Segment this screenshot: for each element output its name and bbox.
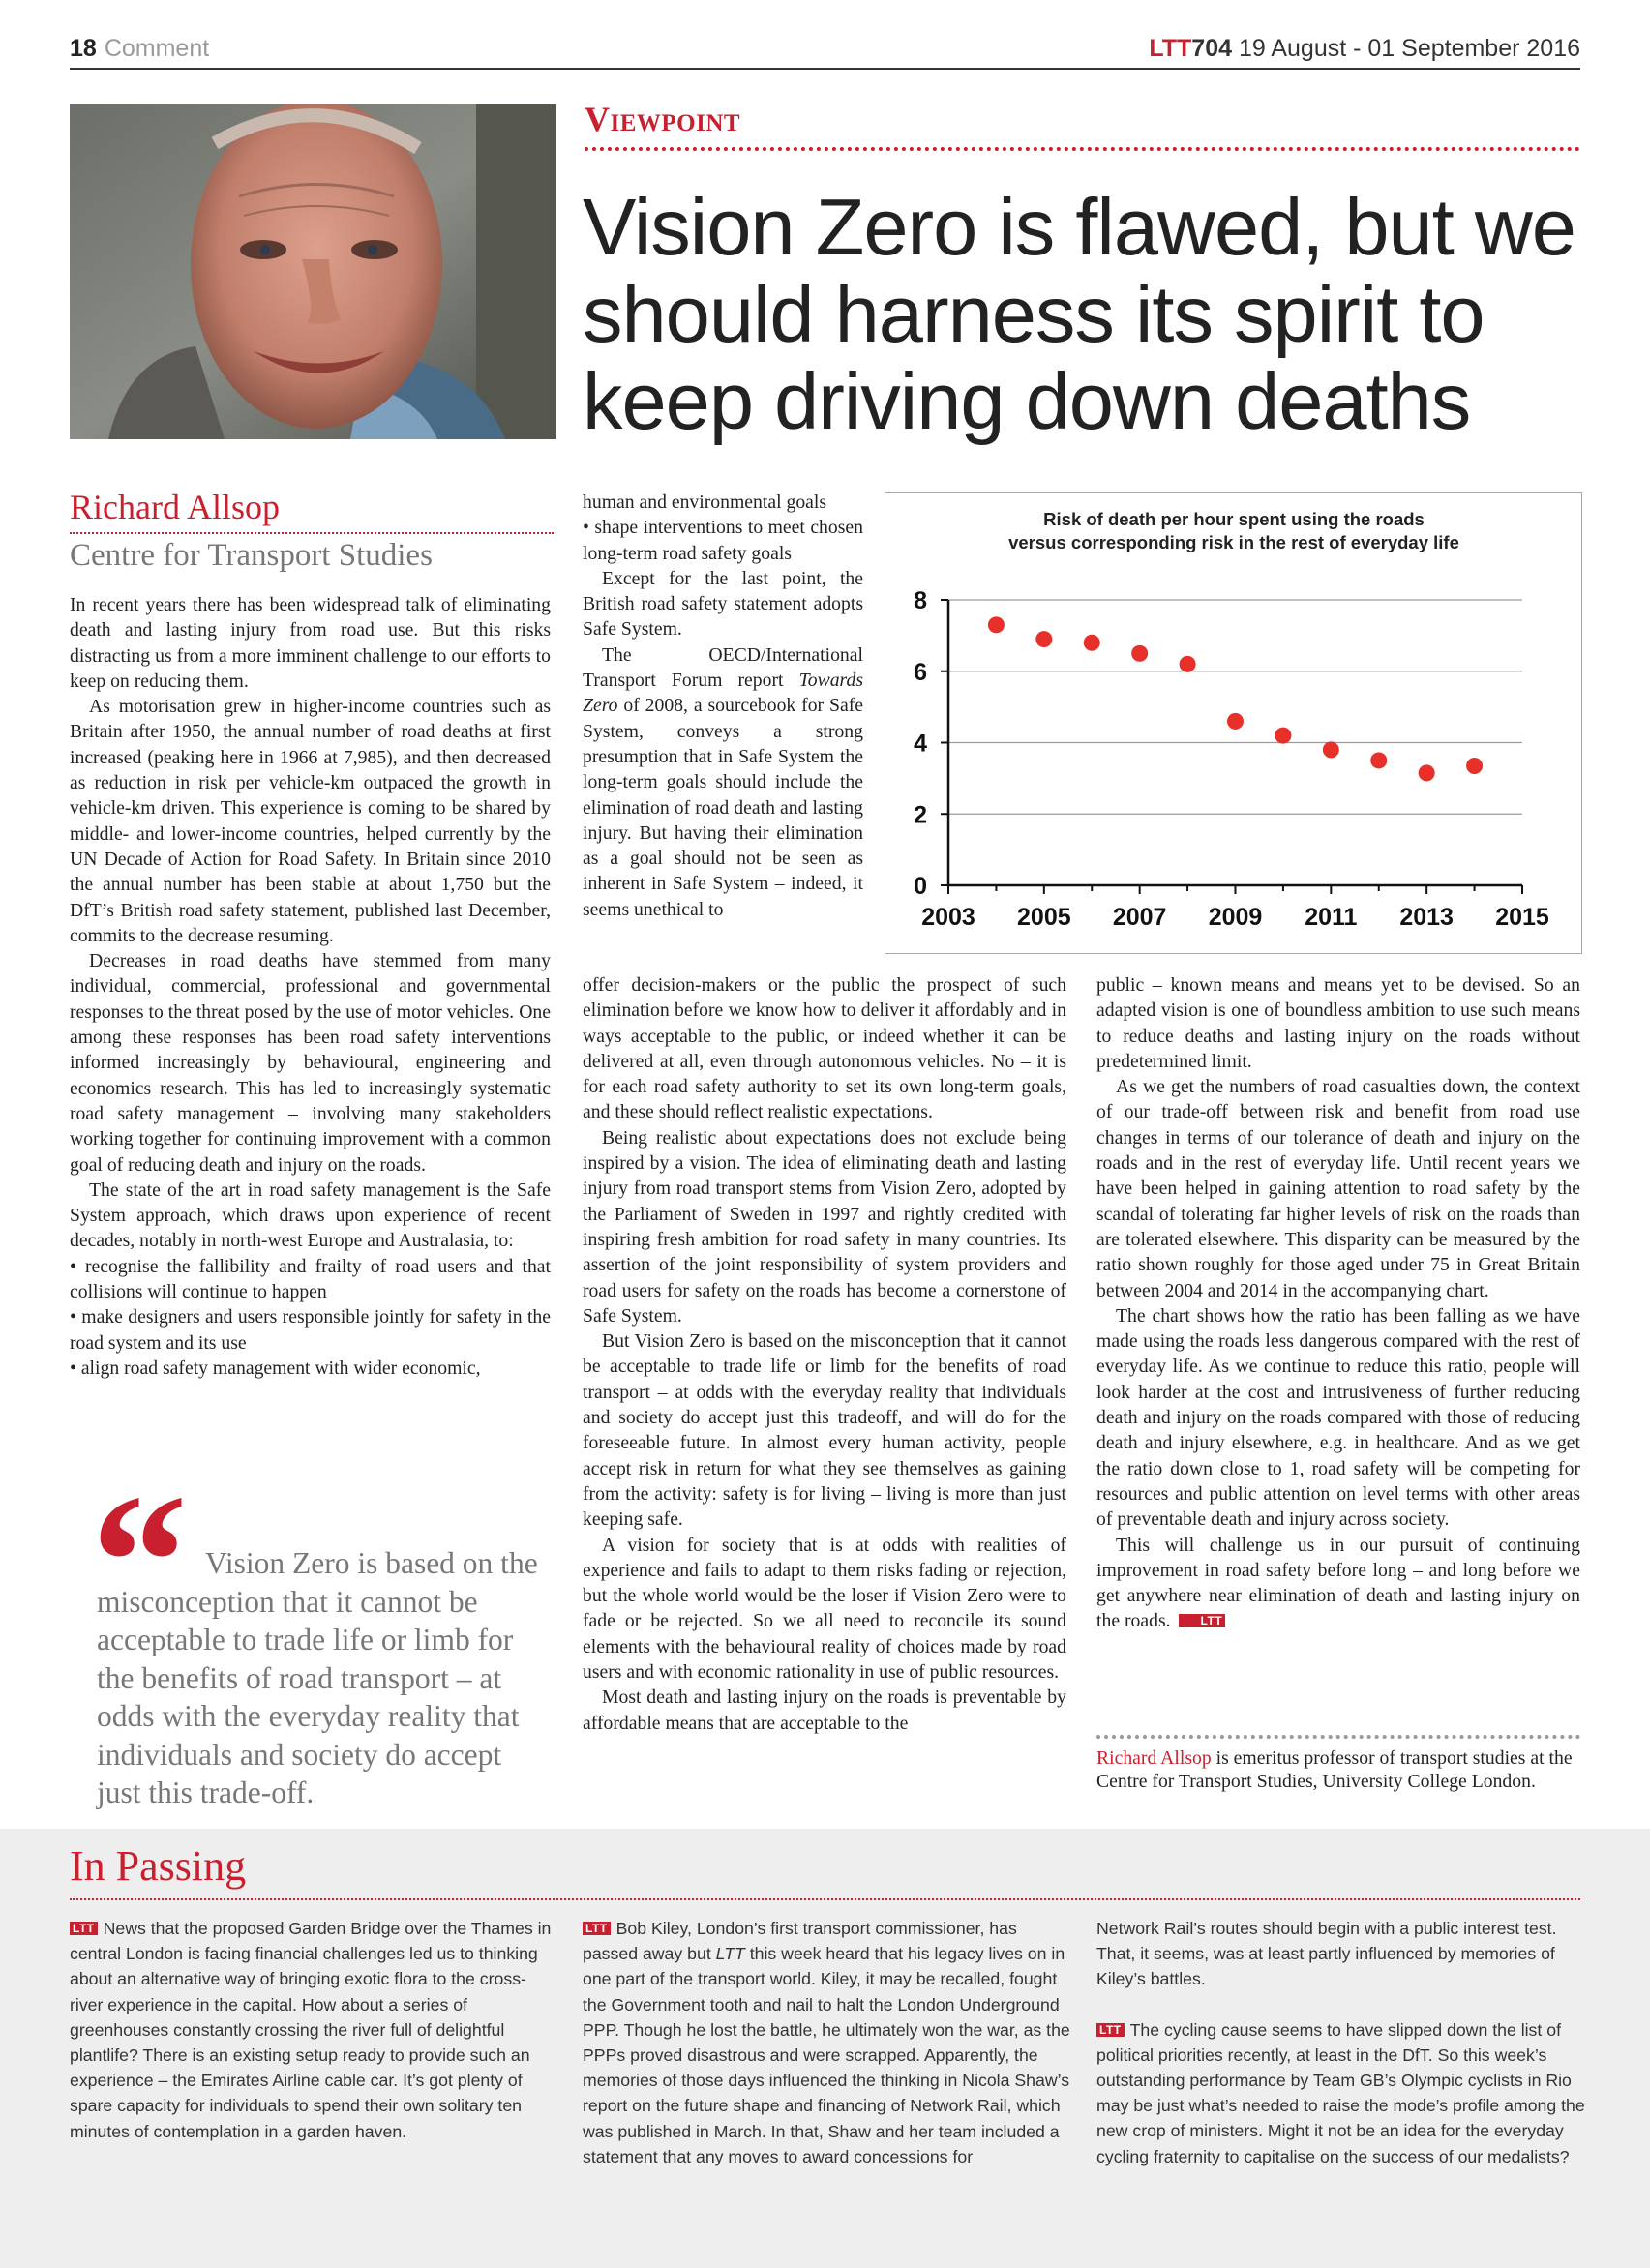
page-header-left	[70, 35, 209, 63]
body-paragraph: public – known means and means yet to be devised. So an adapted vision is one of boundless ambition to use such means to reduce deaths and lasting injury on the roads without predetermined limit.	[1096, 974, 1580, 1072]
bio-name: Richard Allsop	[1096, 1747, 1212, 1769]
in-passing-item-continued: Network Rail’s routes should begin with a public interest test. That, it seems, was at least partly influenced by memories of Kiley’s battles.	[1096, 1919, 1557, 1989]
data-point	[1370, 752, 1387, 768]
article-column-1	[70, 592, 551, 1381]
data-point	[1466, 758, 1483, 774]
x-tick-label: 2005	[1017, 904, 1071, 931]
quote-mark-icon: “	[91, 1455, 188, 1669]
item-text-italic: LTT	[715, 1944, 745, 1964]
article-column-3	[1096, 972, 1580, 1634]
body-paragraph: Being realistic about expectations does not exclude being inspired by a vision. The idea of eliminating death and lasting injury from road transport stems from Vision Zero, adopted by the Parliament of Sweden in 1997 and rightly credited with inspiring fresh ambition for road safety in many countries. Its assertion of the joint responsibility of system providers and road users for safety on the roads has become a cornerstone of Safe System.	[583, 1126, 1066, 1327]
in-passing-column-1	[70, 1916, 558, 2144]
data-point	[1227, 713, 1244, 730]
ltt-logo-icon: LTT	[583, 1922, 611, 1935]
item-spacer	[1096, 1992, 1585, 2017]
item-text: News that the proposed Garden Bridge over the Thames in central London is facing financial challenges led us to thinking about an alternative way of bringing exotic flora to the cross-river experience in the capital. How about a series of greenhouses constantly crossing the river full of delightful plantlife? There is an existing setup ready to provide such an experience – the Emirates Airline cable car. It’s got plenty of spare capacity for individuals to spend their own solitary ten minutes of contemplation in a garden haven.	[70, 1919, 552, 2141]
data-point	[1419, 764, 1435, 781]
issue-number: 704	[1191, 35, 1233, 62]
y-tick-label: 0	[914, 873, 927, 900]
y-tick-label: 2	[914, 801, 927, 829]
bio-dotted-rule	[1096, 1735, 1580, 1739]
in-passing-column-3	[1096, 1916, 1585, 2169]
body-paragraph: As motorisation grew in higher-income countries such as Britain after 1950, the annual number of road deaths at first increased (peaking here in 1966 at 7,985), and then decreased as reduction in risk per vehicle-km outpaced the growth in vehicle-km driven. This experience is coming to be shared by middle- and lower-income countries, helped currently by the UN Decade of Action for Road Safety. In Britain since 2010 the annual number has been stable at about 1,750 but the DfT’s British road safety statement, published last December, commits to the decrease resuming.	[70, 696, 551, 946]
risk-ratio-chart	[885, 492, 1582, 954]
data-point	[1084, 635, 1100, 651]
body-text: This will challenge us in our pursuit of continuing improvement in road safety before long – and long before we get anywhere near elimination of death and lasting injury on the roads.	[1096, 1534, 1580, 1632]
body-paragraph: The chart shows how the ratio has been falling as we have made using the roads less dangerous compared with the rest of everyday life. As we continue to reduce this ratio, people will look harder at the cost and intrusiveness of further reducing death and injury on the roads compared with those of reducing death and injury elsewhere, e.g. in healthcare. And as we get the ratio down close to 1, road safety will be competing for resources and public attention on level terms with other areas of preventable death and injury across society.	[1096, 1304, 1580, 1531]
y-tick-label: 4	[914, 730, 927, 758]
data-point	[988, 616, 1005, 633]
author-affiliation: Centre for Transport Studies	[70, 538, 433, 573]
body-paragraph: Except for the last point, the British road safety statement adopts Safe System.	[583, 567, 863, 641]
report-title: Towards Zero	[583, 670, 863, 717]
in-passing-item	[1096, 2017, 1585, 2169]
bullet-item: • align road safety management with wider economic,	[70, 1357, 481, 1379]
author-portrait-photo	[70, 104, 556, 439]
item-text: The cycling cause seems to have slipped down the list of political priorities recently, at least in the DfT. So this week’s outstanding performance by Team GB’s Olympic cyclists in Rio may be just what’s needed to raise the mode’s profile among the new crop of ministers. Might it not be an idea for the everyday cycling fraternity to capitalise on the success of our medalists?	[1096, 2019, 1585, 2166]
in-passing-dotted-rule	[70, 1898, 1580, 1900]
pull-quote: Vision Zero is based on the misconception that it cannot be acceptable to trade life or limb for the benefits of road transport – at odds with the everyday reality that individuals and society do accept just this trade-off.	[97, 1546, 538, 1809]
kicker-dotted-rule	[585, 147, 1580, 151]
in-passing-item	[70, 1916, 558, 2144]
x-tick-label: 2007	[1112, 904, 1167, 931]
ltt-logo-icon: LTT	[1096, 2023, 1125, 2037]
data-point	[1180, 656, 1196, 672]
article-kicker: Viewpoint	[585, 100, 741, 138]
body-paragraph	[1096, 1533, 1580, 1634]
data-point	[1131, 645, 1148, 662]
item-text: this week heard that his legacy lives on in one part of the transport world. Kiley, it may be recalled, fought the Government tooth and nail to halt the London Underground PPP. Though he lost the battle, he ultimately won the war, as the PPPs proved disastrous and were scrapped. Apparently, the memories of those days influenced the thinking in Nicola Shaw’s report on the future shape and financing of Network Rail, which was published in March. In that, Shaw and her team included a statement that any moves to award concessions for	[583, 1944, 1070, 2166]
item-text: Bob Kiley, London’s first transport commissioner, has passed away but	[583, 1919, 1017, 1964]
data-point	[1323, 741, 1339, 758]
body-paragraph: In recent years there has been widespread talk of eliminating death and lasting injury from road use. But this risks distracting us from a more imminent challenge to our efforts to keep on reducing them.	[70, 594, 551, 692]
body-paragraph: But Vision Zero is based on the misconception that it cannot be acceptable to trade life or limb for the benefits of road transport – at odds with the everyday reality that individuals and society do accept just this tradeoff, and will do for the foreseeable future. In almost every human activity, people accept risk in return for what they see themselves as gaining from the activity: safety is for living – living is more than just keeping safe.	[583, 1330, 1066, 1531]
brand-logo: LTT	[1149, 35, 1192, 62]
bullet-item: • make designers and users responsible jointly for safety in the road system and its use	[70, 1306, 551, 1354]
y-tick-label: 6	[914, 658, 927, 686]
body-paragraph: offer decision-makers or the public the prospect of such elimination before we know how to deliver it affordably and in ways acceptable to the public, or indeed whether it can be delivered at all, even through autonomous vehicles. No – it is for each road safety authority to set its own long-term goals, and these should reflect realistic expectations.	[583, 974, 1066, 1123]
x-tick-label: 2013	[1399, 904, 1454, 931]
article-column-2-upper	[583, 490, 863, 922]
in-passing-item	[583, 1916, 1071, 2169]
body-paragraph: The state of the art in road safety management is the Safe System approach, which draws upon experience of recent decades, notably in north-west Europe and Australasia, to:	[70, 1179, 551, 1252]
article-headline: Vision Zero is flawed, but we should harness its spirit to keep driving down deaths	[583, 182, 1575, 446]
x-tick-label: 2003	[921, 904, 975, 931]
body-text: of 2008, a sourcebook for Safe System, conveys a strong presumption that in Safe System the long-term goals should include the elimination of road death and lasting injury. But having their elimination as a goal should not be seen as inherent in Safe System – indeed, it seems unethical to	[583, 695, 863, 920]
end-mark-logo: LTT	[1179, 1614, 1226, 1627]
ltt-logo-icon: LTT	[70, 1922, 98, 1935]
chart-title-line-1: Risk of death per hour spent using the roads	[1043, 509, 1425, 529]
page-header-right	[1149, 35, 1580, 63]
page-number: 18	[70, 35, 97, 62]
body-paragraph: Most death and lasting injury on the roads is preventable by affordable means that are acceptable to the	[583, 1686, 1066, 1734]
body-paragraph	[583, 642, 863, 922]
author-bio	[1096, 1746, 1580, 1793]
in-passing-column-2	[583, 1916, 1071, 2169]
chart-title-line-2: versus corresponding risk in the rest of everyday life	[1008, 532, 1459, 552]
body-paragraph: A vision for society that is at odds with realities of experience and fails to adapt to them risks fading or rejection, but the whole world would be the loser if Vision Zero were to fade or be rejected. So we all need to reconcile its sound elements with the behavioural reality of choices made by road users and with economic rationality in use of public resources.	[583, 1534, 1066, 1684]
article-column-2-lower	[583, 972, 1066, 1736]
section-label: Comment	[104, 35, 210, 62]
bio-text: is emeritus professor of transport studies at the Centre for Transport Studies, University College London.	[1096, 1747, 1573, 1792]
chart-svg	[885, 493, 1581, 953]
body-paragraph: Decreases in road deaths have stemmed from many individual, commercial, professional and governmental responses to the threat posed by the use of motor vehicles. One among these responses has been road safety interventions informed increasingly by behavioural, engineering and economics research. This has led to increasingly systematic road safety management – involving many stakeholders working together for continuing improvement with a common goal of reducing death and injury on the roads.	[70, 950, 551, 1176]
in-passing-title: In Passing	[70, 1842, 247, 1890]
data-point	[1035, 631, 1052, 647]
author-dotted-rule	[70, 532, 554, 534]
body-text: The OECD/International Transport Forum report	[583, 643, 863, 692]
header-rule	[70, 68, 1580, 70]
issue-dates: 19 August - 01 September 2016	[1238, 35, 1580, 62]
data-point	[1275, 728, 1291, 744]
y-tick-label: 8	[914, 587, 927, 614]
x-tick-label: 2015	[1495, 904, 1549, 931]
bullet-item: • shape interventions to meet chosen long-term road safety goals	[583, 517, 863, 564]
body-paragraph: As we get the numbers of road casualties down, the context of our trade-off between risk and benefit from road use changes in terms of our tolerance of death and injury on the roads and in the rest of everyday life. Until recent years we have been helped in gaining attention to road safety by the scandal of tolerating far higher levels of risk on the roads than are tolerated elsewhere. This disparity can be measured by the ratio shown roughly for those aged under 75 in Great Britain between 2004 and 2014 in the accompanying chart.	[1096, 1076, 1580, 1301]
body-paragraph: human and environmental goals	[583, 492, 827, 513]
x-tick-label: 2009	[1208, 904, 1263, 931]
author-name: Richard Allsop	[70, 488, 280, 526]
bullet-item: • recognise the fallibility and frailty of road users and that collisions will continue to happen	[70, 1255, 551, 1303]
x-tick-label: 2011	[1305, 904, 1358, 931]
